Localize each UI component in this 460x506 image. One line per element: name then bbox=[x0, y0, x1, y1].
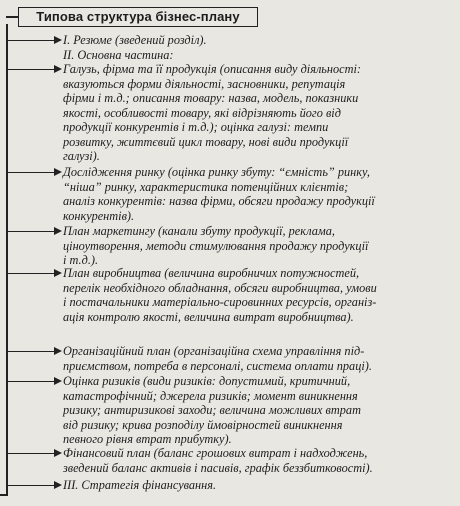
arrow-icon bbox=[8, 227, 64, 237]
item-text-line: певного рівня втрат прибутку). bbox=[63, 432, 232, 446]
item-text-line: вказуються форми діяльності, засновники, репутація bbox=[63, 76, 346, 91]
item-text-line: продукції конкурентів і т.д.); оцінка галузі: темпи bbox=[63, 120, 329, 134]
item-text-line: розвитку, життєвий цикл товару, нові види продукції bbox=[63, 134, 349, 149]
item-text-line: галузі). bbox=[63, 149, 100, 163]
arrow-icon bbox=[8, 168, 64, 178]
item-text-line: і постачальники матеріально-сировинних ресурсів, організ- bbox=[63, 295, 377, 309]
structure-item bbox=[63, 62, 453, 164]
item-text-line: “ніша” ринку, характеристика потенційних клієнтів; bbox=[63, 179, 349, 194]
item-text-line: ризику; антиризикові заходи; величина можливих втрат bbox=[63, 403, 361, 417]
arrow-shaft bbox=[8, 381, 56, 382]
arrow-shaft bbox=[8, 453, 56, 454]
item-text-line: фірми і т.д.; описання товару: назва, модель, показники bbox=[63, 91, 359, 105]
arrow-shaft bbox=[8, 172, 56, 173]
structure-item bbox=[63, 165, 453, 223]
item-text-line: План маркетингу (канали збуту продукції, реклама, bbox=[63, 224, 335, 238]
item-text-line: Фінансовий план (баланс грошових витрат і надходжень, bbox=[63, 446, 368, 460]
item-text-line: конкурентів). bbox=[63, 208, 135, 223]
structure-item bbox=[63, 48, 453, 63]
arrow-shaft bbox=[8, 273, 56, 274]
arrow-icon bbox=[8, 481, 64, 491]
item-text-line: якості, особливості товару, які відрізняють його від bbox=[63, 105, 341, 120]
arrow-head bbox=[54, 65, 62, 73]
item-text-line: Галузь, фірма та її продукція (описання виду діяльності: bbox=[63, 62, 362, 76]
item-text-line: ація контролю якості, величина витрат виробництва). bbox=[63, 309, 354, 324]
arrow-icon bbox=[8, 449, 64, 459]
arrow-head bbox=[54, 449, 62, 457]
arrow-shaft bbox=[8, 40, 56, 41]
item-text-line: катастрофічний; джерела ризиків; момент виникнення bbox=[63, 388, 358, 403]
structure-item bbox=[63, 478, 453, 493]
arrow-head bbox=[54, 481, 62, 489]
arrow-shaft bbox=[8, 351, 56, 352]
item-text-line: Дослідження ринку (оцінка ринку збуту: “ємність” ринку, bbox=[63, 165, 370, 179]
item-text-line: ціноутворення, методи стимулювання продажу продукції bbox=[63, 238, 369, 253]
item-text-line: від ризику; крива розподілу ймовірностей виникнення bbox=[63, 417, 343, 432]
arrow-head bbox=[54, 347, 62, 355]
item-text-line: Оцінка ризиків (види ризиків: допустимий, критичний, bbox=[63, 374, 351, 388]
arrow-icon bbox=[8, 347, 64, 357]
structure-item bbox=[63, 374, 453, 447]
arrow-head bbox=[54, 377, 62, 385]
arrow-icon bbox=[8, 36, 64, 46]
vertical-trunk-line bbox=[6, 24, 8, 496]
diagram-title: Типова структура бізнес-плану bbox=[18, 7, 258, 27]
arrow-head bbox=[54, 168, 62, 176]
structure-item bbox=[63, 446, 453, 475]
item-text-line: План виробництва (величина виробничих потужностей, bbox=[63, 266, 360, 280]
arrow-icon bbox=[8, 377, 64, 387]
arrow-shaft bbox=[8, 69, 56, 70]
trunk-end-stub bbox=[0, 494, 8, 496]
item-text-line: і т.д.). bbox=[63, 253, 99, 267]
arrow-head bbox=[54, 36, 62, 44]
item-text-line: I. Резюме (зведений розділ). bbox=[63, 33, 207, 47]
arrow-icon bbox=[8, 65, 64, 75]
arrow-head bbox=[54, 269, 62, 277]
item-text-line: приємством, потреба в персоналі, система оплати праці). bbox=[63, 358, 372, 373]
item-text-line: III. Стратегія фінансування. bbox=[63, 478, 217, 492]
arrow-head bbox=[54, 227, 62, 235]
structure-item bbox=[63, 344, 453, 373]
arrow-shaft bbox=[8, 485, 56, 486]
arrow-shaft bbox=[8, 231, 56, 232]
arrow-icon bbox=[8, 269, 64, 279]
structure-item bbox=[63, 224, 453, 268]
item-text-line: зведений баланс активів і пасивів, графік беззбитковості). bbox=[63, 460, 373, 475]
item-text-line: аналіз конкурентів: назва фірми, обсяги продажу продукції bbox=[63, 194, 375, 208]
structure-item bbox=[63, 266, 453, 324]
structure-item bbox=[63, 33, 453, 48]
item-text-line: Організаційний план (організаційна схема управління під- bbox=[63, 344, 365, 358]
item-text-line: перелік необхідного обладнання, обсяги виробництва, умови bbox=[63, 280, 377, 295]
item-text-line: II. Основна частина: bbox=[63, 48, 174, 62]
